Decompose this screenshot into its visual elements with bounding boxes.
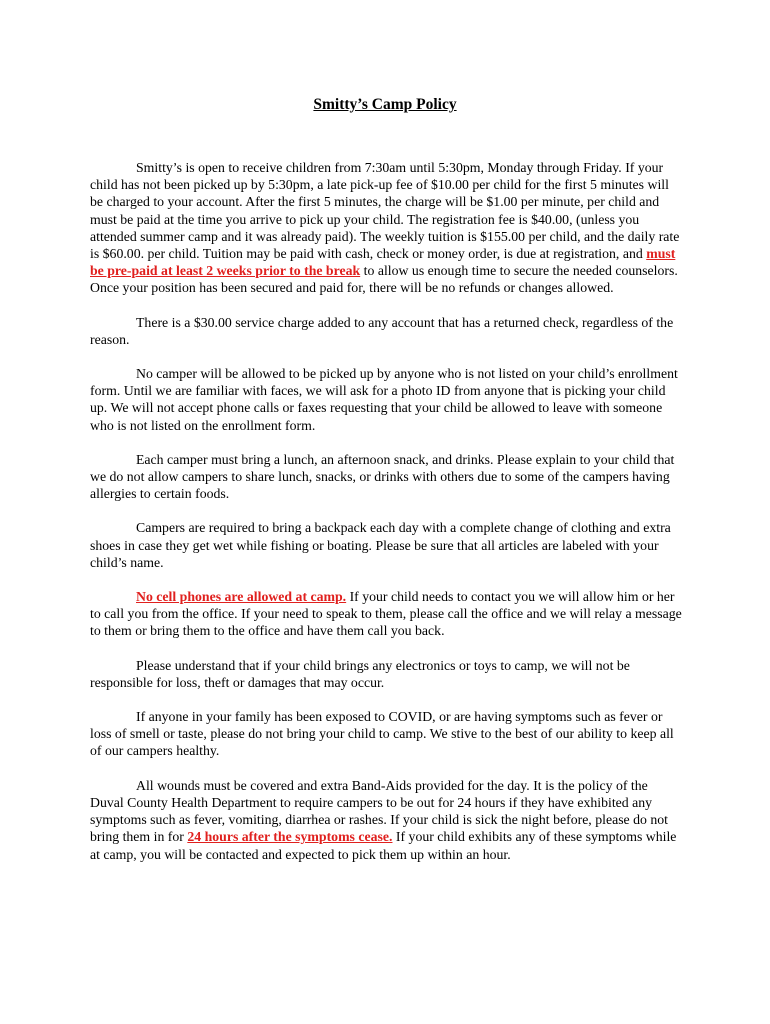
paragraph-text: Please understand that if your child brings any electronics or toys to camp, we will not be responsible for loss, theft or damages that may occur. [90, 657, 630, 690]
paragraph-backpack [90, 519, 684, 571]
paragraph-text: Campers are required to bring a backpack each day with a complete change of clothing and extra shoes in case they get wet while fishing or boating. Please be sure that all articles are labeled with your child’s name. [90, 520, 671, 570]
paragraph-text: Each camper must bring a lunch, an afternoon snack, and drinks. Please explain to your child that we do not allow campers to share lunch, snacks, or drinks with others due to some of the campers having allergies to certain foods. [90, 451, 675, 502]
paragraph-lunch-and-snacks [90, 451, 684, 503]
paragraph-cell-phones [90, 588, 684, 640]
paragraph-electronics [90, 657, 684, 691]
emphasis-24-hours: 24 hours after the symptoms cease. [187, 829, 393, 845]
paragraph-returned-check [90, 314, 684, 348]
paragraph-pickup-authorization [90, 365, 684, 434]
paragraph-covid [90, 708, 684, 760]
paragraph-text: There is a $30.00 service charge added to any account that has a returned check, regardless of the reason. [90, 314, 674, 347]
document-body [90, 159, 684, 880]
paragraph-text: If your child needs to contact you we will allow him or her to call you from the office. If your need to speak to them, please call the office and we will relay a message to them or bring them to the office and have them call you back. [90, 589, 682, 639]
paragraph-text: If anyone in your family has been exposed to COVID, or are having symptoms such as fever or loss of smell or taste, please do not bring your child to camp. We stive to the best of our ability to keep all of our campers healthy. [90, 709, 674, 759]
emphasis-no-cell-phones: No cell phones are allowed at camp. [136, 589, 347, 605]
page-title: Smitty’s Camp Policy [313, 96, 457, 113]
paragraph-text: Smitty’s is open to receive children from 7:30am until 5:30pm, Monday through Friday. If your child has not been picked up by 5:30pm, a late pick-up fee of $10.00 per child for the first 5 minutes will be charged to your account. After the first 5 minutes, the charge will be $1.00 per minute, per child and must be paid at the time you arrive to pick up your child. The registration fee is $40.00, (unless you attended summer camp and it was already paid). The weekly tuition is $155.00 per child, and the daily rate is $60.00. per child. Tuition may be paid with cash, check or money order, is due at registration, and [90, 160, 680, 262]
paragraph-text: All wounds must be covered and extra Band-Aids provided for the day. It is the policy of the Duval County Health Department to require campers to be out for 24 hours if they have exhibited any symptoms such as fever, vomiting, diarrhea or rashes. If your child is sick the night before, please do not bring them in for [90, 777, 669, 845]
emphasis-prepaid-notice: must be pre-paid at least 2 weeks prior to the break [90, 246, 676, 279]
paragraph-text: No camper will be allowed to be picked up by anyone who is not listed on your child’s enrollment form. Until we are familiar with faces, we will ask for a photo ID from anyone that is picking your child up. We will not accept phone calls or faxes requesting that your child be allowed to leave with someone who is not listed on the enrollment form. [90, 366, 678, 433]
paragraph-text: to allow us enough time to secure the needed counselors. Once your position has been secured and paid for, there will be no refunds or changes allowed. [90, 263, 678, 296]
paragraph-health-policy [90, 777, 684, 863]
paragraph-hours-and-fees [90, 159, 684, 297]
paragraph-text: If your child exhibits any of these symptoms while at camp, you will be contacted and expected to pick them up within an hour. [90, 829, 677, 862]
